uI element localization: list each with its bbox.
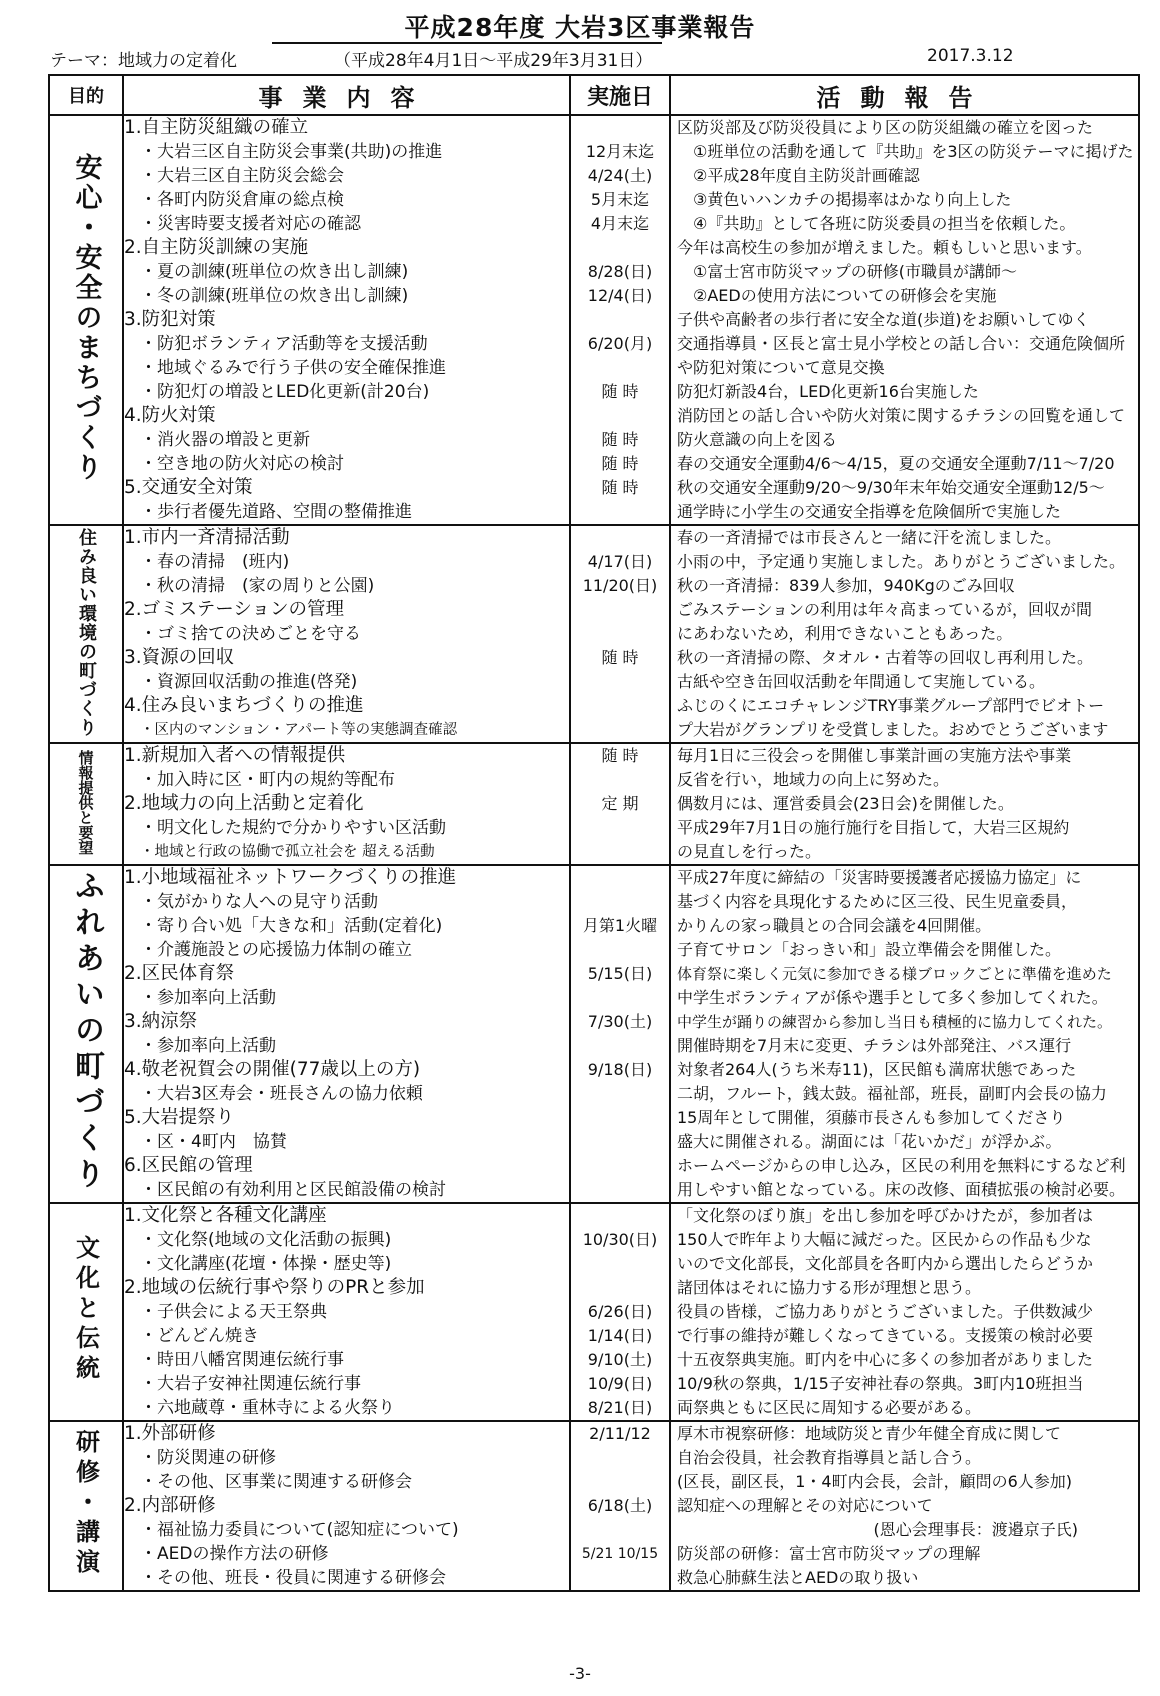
report-line: 防災部の研修：富士宮市防災マップの理解	[677, 1544, 981, 1563]
report-line: 秋の一斉清掃の際、タオル・古着等の回収し再利用した。	[677, 648, 1094, 667]
section-report-cell	[670, 743, 1139, 865]
report-line: 秋の交通安全運動9/20～9/30年末年始交通安全運動12/5～	[677, 478, 1105, 497]
report-line: (恩心会理事長：渡邉京子氏)	[873, 1520, 1078, 1539]
item-date: 1/14(日)	[587, 1326, 653, 1345]
section-content-cell	[123, 525, 570, 743]
report-line: 交通指導員・区長と富士見小学校との話し合い：交通危険個所	[677, 334, 1126, 353]
content-item: 3.防犯対策	[124, 309, 216, 330]
report-line: 偶数月には、運営委員会(23日会)を開催した。	[677, 794, 1014, 813]
report-line: で行事の維持が難しくなってきている。支援策の検討必要	[677, 1326, 1094, 1345]
report-line: 毎月1日に三役会っを開催し事業計画の実施方法や事業	[677, 746, 1072, 765]
item-date	[571, 816, 669, 840]
report-line: 春の交通安全運動4/6～4/15，夏の交通安全運動7/11～7/20	[677, 454, 1115, 473]
item-date	[571, 1276, 669, 1300]
content-item: 3.資源の回収	[124, 647, 235, 668]
report-line: 中学生ボランティアが係や選手として多く参加してくれた。	[677, 988, 1108, 1007]
header-date: 実施日	[570, 75, 670, 115]
content-item: ・夏の訓練(班単位の炊き出し訓練)	[140, 262, 409, 282]
content-item: 2.自主防災訓練の実施	[124, 237, 309, 258]
item-date	[571, 116, 669, 140]
report-line: 区防災部及び防災役員により区の防災組織の確立を図った	[677, 118, 1094, 137]
item-date	[571, 840, 669, 864]
item-date	[571, 404, 669, 428]
content-item: ・大岩三区自主防災会事業(共助)の推進	[140, 142, 443, 162]
section-category-cell	[49, 1203, 123, 1421]
report-line: 認知症への理解とその対応について	[677, 1496, 933, 1515]
report-line: 自治会役員，社会教育指導員と話し合う。	[677, 1448, 982, 1467]
item-date: 定 期	[601, 794, 639, 813]
table-header-row	[49, 75, 1139, 115]
content-item: 1.小地域福祉ネットワークづくりの推進	[124, 867, 457, 888]
report-line: ごみステーションの利用は年々高まっているが，回収が間	[677, 600, 1093, 619]
item-date: 月第1火曜	[582, 916, 658, 935]
section-category-cell	[49, 1421, 123, 1591]
report-line: 役員の皆様，ご協力ありがとうございました。子供数減少	[677, 1302, 1094, 1321]
item-date	[571, 1252, 669, 1276]
content-item: ・気がかりな人への見守り活動	[140, 892, 378, 912]
section-row	[49, 525, 1139, 743]
item-date: 随 時	[601, 454, 639, 473]
report-line: 諸団体はそれに協力する形が理想と思う。	[677, 1278, 982, 1297]
report-line: ①富士宮市防災マップの研修(市職員が講師～	[677, 262, 1017, 281]
section-row	[49, 865, 1139, 1203]
content-item: ・秋の清掃 (家の周りと公園)	[140, 576, 375, 596]
report-line: ②AEDの使用方法についての研修会を実施	[677, 286, 997, 305]
theme-label: テーマ：地域力の定着化	[50, 51, 237, 71]
item-date: 5/21 10/15	[581, 1546, 659, 1562]
content-item: 4.防火対策	[124, 405, 216, 426]
content-item: 2.地域の伝統行事や祭りのPRと参加	[124, 1277, 425, 1298]
content-item: ・空き地の防火対応の検討	[140, 454, 344, 474]
content-item: ・大岩三区自主防災会総会	[140, 166, 344, 186]
report-line: ふじのくにエコチャレンジTRY事業グループ部門でビオトー	[677, 696, 1105, 715]
report-line: 子育てサロン「おっきい和」設立準備会を開催した。	[677, 940, 1062, 959]
item-date	[571, 622, 669, 646]
report-line: の見直しを行った。	[677, 842, 822, 861]
content-item: ・災害時要支援者対応の確認	[140, 214, 361, 234]
item-date	[571, 1566, 669, 1590]
content-item: 1.外部研修	[124, 1423, 216, 1444]
item-date: 6/26(日)	[587, 1302, 653, 1321]
item-date	[571, 938, 669, 962]
item-date	[571, 356, 669, 380]
report-line: 二胡，フルート，銭太鼓。福祉部，班長，副町内会長の協力	[677, 1084, 1107, 1103]
content-item: ・時田八幡宮関連伝統行事	[140, 1350, 344, 1370]
content-item: 1.文化祭と各種文化講座	[124, 1205, 327, 1226]
content-item: 2.区民体育祭	[124, 963, 235, 984]
section-content-cell	[123, 1421, 570, 1591]
content-item: ・どんどん焼き	[140, 1326, 259, 1346]
report-line: 10/9秋の祭典，1/15子安神社春の祭典。3町内10班担当	[677, 1374, 1084, 1393]
content-item: ・加入時に区・町内の規約等配布	[140, 770, 395, 790]
item-date: 4/17(日)	[587, 552, 653, 571]
content-item: ・資源回収活動の推進(啓発)	[140, 672, 358, 692]
item-date	[571, 526, 669, 550]
item-date	[571, 670, 669, 694]
report-line: 基づく内容を具現化するために区三役、民生児童委員，	[677, 892, 1078, 911]
content-item: 1.市内一斉清掃活動	[124, 527, 290, 548]
report-line: 150人で昨年より大幅に減だった。区民からの作品も少な	[677, 1230, 1092, 1249]
item-date	[571, 768, 669, 792]
item-date: 随 時	[601, 430, 639, 449]
content-item: ・文化祭(地域の文化活動の振興)	[140, 1230, 392, 1250]
item-date: 7/30(土)	[587, 1012, 653, 1031]
report-line: 15周年として開催，須藤市長さんも参加してくださり	[677, 1108, 1066, 1127]
section-report-cell	[670, 115, 1139, 525]
report-date: 2017.3.12	[927, 46, 1014, 66]
report-line: 中学生が踊りの練習から参加し当日も積極的に協力してくれた。	[677, 1013, 1113, 1031]
content-item: ・参加率向上活動	[140, 988, 276, 1008]
item-date	[571, 500, 669, 524]
section-content-cell	[123, 115, 570, 525]
report-line: 対象者264人(うち米寿11)，区民館も満席状態であった	[677, 1060, 1077, 1079]
section-report-cell	[670, 525, 1139, 743]
report-line: 体育祭に楽しく元気に参加できる様ブロックごとに準備を進めた	[677, 965, 1112, 983]
report-line: 反省を行い，地域力の向上に努めた。	[677, 770, 950, 789]
item-date	[571, 1106, 669, 1130]
report-line: ホームページからの申し込み，区民の利用を無料にするなど利	[677, 1156, 1126, 1175]
content-item: ・文化講座(花壇・体操・歴史等)	[140, 1254, 392, 1274]
section-content-cell	[123, 743, 570, 865]
content-item: ・福祉協力委員について(認知症について)	[140, 1520, 459, 1540]
report-line: 平成29年7月1日の施行施行を目指して，大岩三区規約	[677, 818, 1070, 837]
content-item: ・子供会による天王祭典	[140, 1302, 327, 1322]
content-item: 1.新規加入者への情報提供	[124, 745, 346, 766]
content-item: ・防犯灯の増設とLED化更新(計20台)	[140, 382, 430, 402]
report-line: ③黄色いハンカチの掲揚率はかなり向上した	[677, 190, 1012, 209]
section-category: 文化と伝統	[71, 1235, 100, 1385]
item-date	[571, 1034, 669, 1058]
section-category: 安心・安全のまちづくり	[70, 153, 102, 483]
item-date	[571, 1446, 669, 1470]
item-date	[571, 598, 669, 622]
header-purpose: 目的	[49, 75, 123, 115]
item-date: 8/21(日)	[587, 1398, 653, 1417]
item-date: 5月末迄	[590, 190, 650, 209]
report-line: 古紙や空き缶回収活動を年間通して実施している。	[677, 672, 1046, 691]
report-line: 春の一斉清掃では市長さんと一緒に汗を流しました。	[677, 528, 1062, 547]
document-title: 平成28年度 大岩3区事業報告	[404, 13, 756, 42]
item-date: 10/30(日)	[582, 1230, 658, 1249]
section-row	[49, 1203, 1139, 1421]
content-item: ・六地蔵尊・重林寺による火祭り	[140, 1398, 395, 1418]
section-date-cell	[570, 525, 670, 743]
content-item: 2.地域力の向上活動と定着化	[124, 793, 364, 814]
page-number: -3-	[569, 1664, 591, 1683]
item-date: 随 時	[601, 382, 639, 401]
report-line: ④『共助』として各班に防災委員の担当を依頼した。	[677, 214, 1076, 233]
section-date-cell	[570, 1421, 670, 1591]
item-date: 11/20(日)	[582, 576, 658, 595]
content-item: ・防災関連の研修	[140, 1448, 276, 1468]
section-date-cell	[570, 115, 670, 525]
item-date	[571, 1130, 669, 1154]
content-item: ・春の清掃 (班内)	[140, 552, 290, 572]
section-category: 研修・講演	[71, 1429, 100, 1579]
report-line: にあわないため，利用できないこともあった。	[677, 624, 1013, 643]
section-category: 住み良い環境の町づくり	[76, 527, 97, 737]
item-date	[571, 236, 669, 260]
section-report-cell	[670, 865, 1139, 1203]
item-date: 6/18(土)	[587, 1496, 653, 1515]
report-line: 両祭典ともに区民に周知する必要がある。	[677, 1398, 982, 1417]
content-item: 5.交通安全対策	[124, 477, 253, 498]
section-row	[49, 115, 1139, 525]
item-date	[571, 718, 669, 742]
section-report-cell	[670, 1421, 1139, 1591]
section-row	[49, 1421, 1139, 1591]
report-line: 十五夜祭典実施。町内を中心に多くの参加者がありました	[677, 1350, 1094, 1369]
report-line: 小雨の中，予定通り実施しました。ありがとうございました。	[677, 552, 1126, 571]
report-line: 消防団との話し合いや防火対策に関するチラシの回覧を通して	[677, 406, 1126, 425]
content-item: 2.内部研修	[124, 1495, 216, 1516]
section-report-cell	[670, 1203, 1139, 1421]
item-date: 8/28(日)	[587, 262, 653, 281]
report-line: ②平成28年度自主防災計画確認	[677, 166, 920, 185]
section-category-cell	[49, 865, 123, 1203]
content-item: ・寄り合い処「大きな和」活動(定着化)	[140, 916, 443, 936]
section-date-cell	[570, 1203, 670, 1421]
content-item: 3.納涼祭	[124, 1011, 198, 1032]
report-line: 防犯灯新設4台，LED化更新16台実施した	[677, 382, 979, 401]
title-underline	[272, 42, 662, 44]
section-category-cell	[49, 115, 123, 525]
report-line: 今年は高校生の参加が増えました。頼もしいと思います。	[677, 238, 1092, 257]
content-item: ・区内のマンション・アパート等の実態調査確認	[140, 722, 458, 738]
content-item: 6.区民館の管理	[124, 1155, 253, 1176]
item-date: 4月末迄	[590, 214, 650, 233]
report-line: 救急心肺蘇生法とAEDの取り扱い	[677, 1568, 919, 1587]
item-date	[571, 890, 669, 914]
report-line: かりんの家っ職員との合同会議を4回開催。	[677, 916, 992, 935]
report-line: 厚木市視察研修：地域防災と青少年健全育成に関して	[677, 1424, 1062, 1443]
content-item: ・各町内防災倉庫の総点検	[140, 190, 344, 210]
content-item: ・消火器の増設と更新	[140, 430, 310, 450]
period-label: （平成28年4月1日～平成29年3月31日）	[334, 51, 653, 71]
header-report: 活動報告	[670, 75, 1139, 115]
item-date	[571, 694, 669, 718]
content-item: 2.ゴミステーションの管理	[124, 599, 345, 620]
content-item: 4.敬老祝賀会の開催(77歳以上の方)	[124, 1059, 421, 1080]
item-date	[571, 986, 669, 1010]
section-category-cell	[49, 525, 123, 743]
item-date	[571, 1154, 669, 1178]
content-item: ・地域ぐるみで行う子供の安全確保推進	[140, 358, 446, 378]
item-date: 10/9(日)	[587, 1374, 653, 1393]
report-line: 開催時期を7月末に変更、チラシは外部発注、バス運行	[677, 1036, 1072, 1055]
content-item: ・AEDの操作方法の研修	[140, 1544, 329, 1564]
content-item: 4.住み良いまちづくりの推進	[124, 695, 364, 716]
item-date: 12/4(日)	[587, 286, 653, 305]
content-item: ・歩行者優先道路、空間の整備推進	[140, 502, 412, 522]
content-item: ・地域と行政の協働で孤立社会を 超える活動	[140, 844, 435, 860]
content-item: ・区民館の有効利用と区民館設備の検討	[140, 1180, 446, 1200]
report-line: 盛大に開催される。湖面には「花いかだ」が浮かぶ。	[677, 1132, 1062, 1151]
section-content-cell	[123, 1203, 570, 1421]
section-row	[49, 743, 1139, 865]
content-item: ・参加率向上活動	[140, 1036, 276, 1056]
section-category: 情報提供と要望	[76, 749, 95, 855]
report-line: 「文化祭のぼり旗」を出し参加を呼びかけたが，参加者は	[677, 1206, 1094, 1225]
item-date: 9/10(土)	[587, 1350, 653, 1369]
item-date: 4/24(土)	[587, 166, 653, 185]
content-item: ・介護施設との応援協力体制の確立	[140, 940, 412, 960]
item-date: 6/20(月)	[587, 334, 653, 353]
content-item: ・区・4町内 協賛	[140, 1132, 287, 1152]
item-date	[571, 1178, 669, 1202]
item-date: 2/11/12	[589, 1424, 651, 1443]
report-line: 用しやすい館となっている。床の改修、面積拡張の検討必要。	[677, 1180, 1126, 1199]
item-date: 5/15(日)	[587, 964, 653, 983]
section-content-cell	[123, 865, 570, 1203]
item-date: 随 時	[601, 648, 639, 667]
content-item: ・その他、区事業に関連する研修会	[140, 1472, 412, 1492]
content-item: 1.自主防災組織の確立	[124, 117, 309, 138]
report-line: プ大岩がグランプリを受賞しました。おめでとうございます	[677, 720, 1109, 739]
report-line: いので文化部長，文化部員を各町内から選出したらどうか	[677, 1254, 1094, 1273]
report-line: 平成27年度に締結の「災害時要援護者応援協力協定」に	[677, 868, 1082, 887]
item-date	[571, 1470, 669, 1494]
report-line: (区長，副区長，1・4町内会長，会計，顧問の6人参加)	[677, 1472, 1073, 1491]
report-line: 防火意識の向上を図る	[677, 430, 838, 449]
report-table	[48, 74, 1140, 1592]
content-item: 5.大岩提祭り	[124, 1107, 235, 1128]
content-item: ・その他、班長・役員に関連する研修会	[140, 1568, 446, 1588]
report-line: ①班単位の活動を通して『共助』を3区の防災テーマに掲げた	[677, 142, 1134, 161]
item-date: 9/18(日)	[587, 1060, 653, 1079]
content-item: ・ゴミ捨ての決めごとを守る	[140, 624, 361, 644]
item-date	[571, 308, 669, 332]
report-line: 通学時に小学生の交通安全指導を危険個所で実施した	[677, 502, 1062, 521]
content-item: ・冬の訓練(班単位の炊き出し訓練)	[140, 286, 409, 306]
report-line: 秋の一斉清掃：839人参加，940Kgのごみ回収	[677, 576, 1015, 595]
item-date: 随 時	[601, 478, 639, 497]
section-date-cell	[570, 743, 670, 865]
section-category: ふれあいの町づくり	[69, 870, 104, 1194]
report-line: 子供や高齢者の歩行者に安全な道(歩道)をお願いしてゆく	[677, 310, 1090, 329]
item-date: 12月末迄	[585, 142, 655, 161]
section-category-cell	[49, 743, 123, 865]
item-date	[571, 866, 669, 890]
header-content: 事業内容	[123, 75, 570, 115]
content-item: ・防犯ボランティア活動等を支援活動	[140, 334, 428, 354]
item-date: 随 時	[601, 746, 639, 765]
section-date-cell	[570, 865, 670, 1203]
content-item: ・大岩3区寿会・班長さんの協力依頼	[140, 1084, 423, 1104]
item-date	[571, 1204, 669, 1228]
content-item: ・大岩子安神社関連伝統行事	[140, 1374, 361, 1394]
item-date	[571, 1518, 669, 1542]
content-item: ・明文化した規約で分かりやすい区活動	[140, 818, 446, 838]
report-line: や防犯対策について意見交換	[677, 358, 885, 377]
item-date	[571, 1082, 669, 1106]
table-body	[49, 115, 1139, 1591]
